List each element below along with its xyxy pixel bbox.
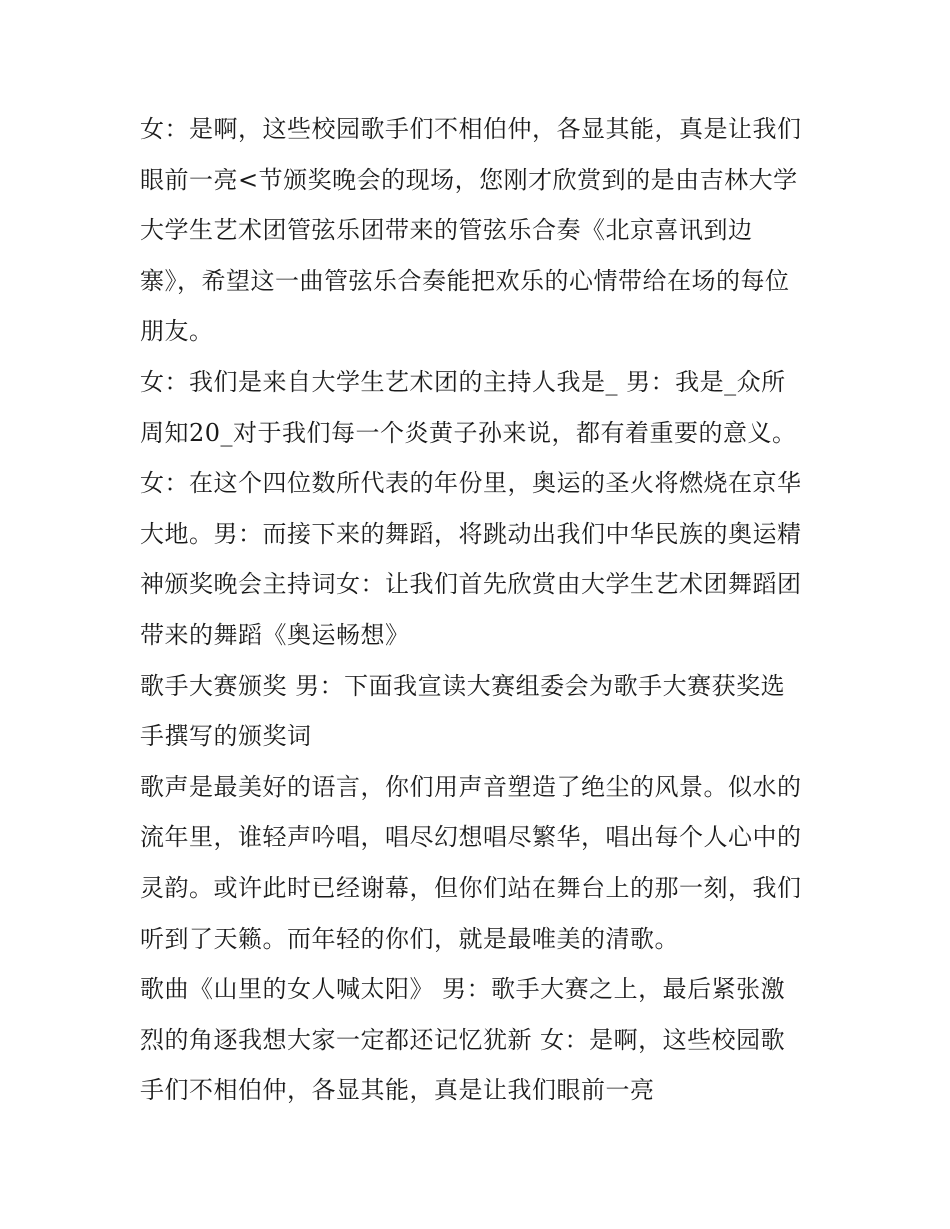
text-line-15: 流年里，谁轻声吟唱，唱尽幻想唱尽繁华，唱出每个人心中的 (140, 823, 802, 852)
text-line-19: 烈的角逐我想大家一定都还记忆犹新 女：是啊，这些校园歌 (140, 1025, 786, 1054)
text-line-17: 听到了天籁。而年轻的你们，就是最唯美的清歌。 (140, 924, 679, 953)
text-line-10: 神颁奖晚会主持词女：让我们首先欣赏由大学生艺术团舞蹈团 (140, 570, 802, 599)
document-body (140, 104, 820, 1116)
text-line-12: 歌手大赛颁奖 男：下面我宣读大赛组委会为歌手大赛获奖选 (140, 671, 786, 700)
text-line-8: 女：在这个四位数所代表的年份里，奥运的圣火将燃烧在京华 (140, 469, 802, 498)
text-line-2: 眼前一亮<节颁奖晚会的现场，您刚才欣赏到的是由吉林大学 (140, 165, 798, 194)
text-line-5: 朋友。 (140, 317, 214, 346)
text-line-7: 周知20_对于我们每一个炎黄子孙来说，都有着重要的意义。 (140, 418, 797, 447)
text-line-1: 女：是啊，这些校园歌手们不相伯仲，各显其能，真是让我们 (140, 115, 802, 143)
text-line-3: 大学生艺术团管弦乐团带来的管弦乐合奏《北京喜讯到边 (140, 216, 753, 245)
text-line-14: 歌声是最美好的语言，你们用声音塑造了绝尘的风景。似水的 (140, 772, 802, 801)
text-line-13: 手撰写的颁奖词 (140, 722, 312, 751)
text-line-6: 女：我们是来自大学生艺术团的主持人我是_ 男：我是_众所 (140, 367, 786, 396)
text-line-16: 灵韵。或许此时已经谢幕，但你们站在舞台上的那一刻，我们 (140, 873, 802, 902)
text-line-4: 寨》，希望这一曲管弦乐合奏能把欢乐的心情带给在场的每位 (140, 266, 790, 295)
text-line-20: 手们不相伯仲，各显其能，真是让我们眼前一亮 (140, 1076, 655, 1105)
text-line-11: 带来的舞蹈《奥运畅想》 (140, 620, 410, 649)
text-line-9: 大地。男：而接下来的舞蹈，将跳动出我们中华民族的奥运精 (140, 519, 802, 548)
text-line-18: 歌曲《山里的女人喊太阳》 男：歌手大赛之上，最后紧张激 (140, 975, 786, 1004)
